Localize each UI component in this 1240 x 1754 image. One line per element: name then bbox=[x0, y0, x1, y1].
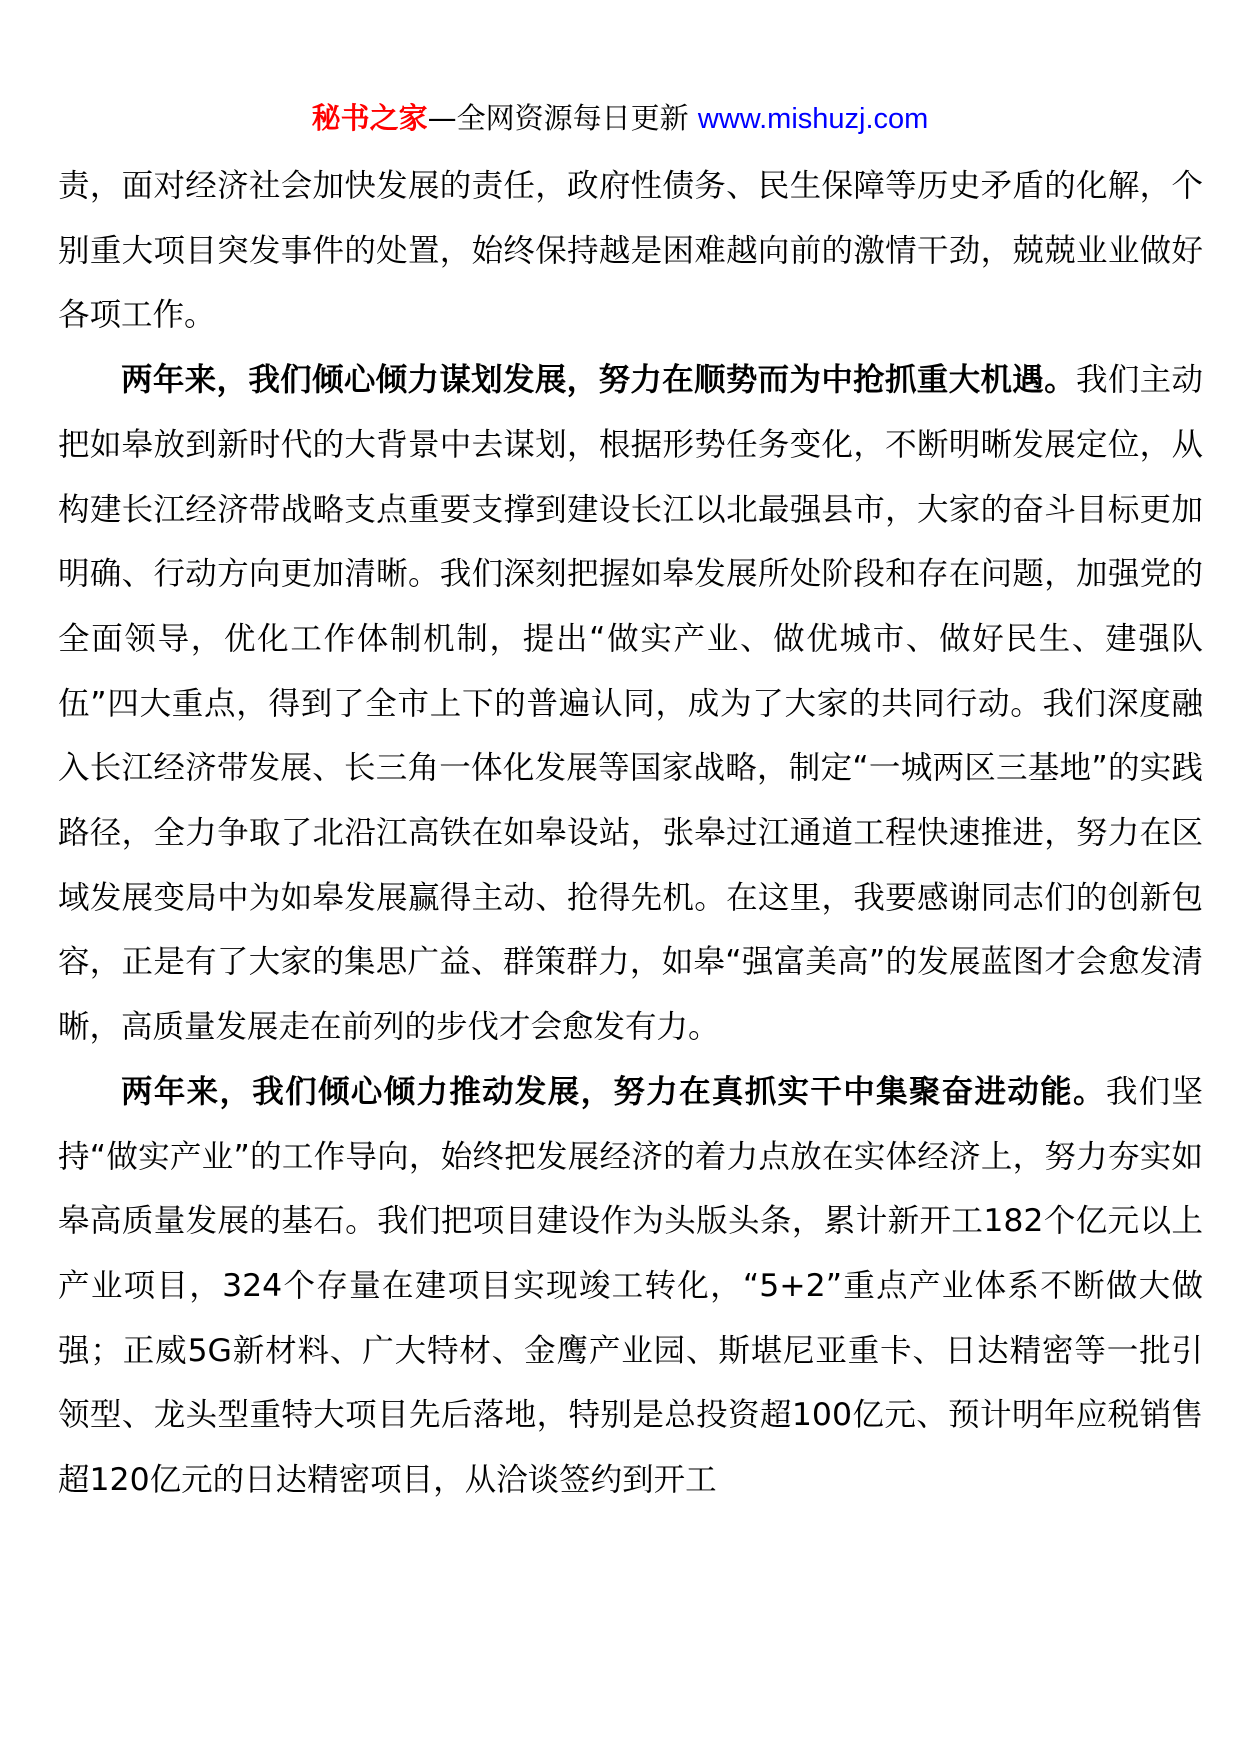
website-link[interactable]: www.mishuzj.com bbox=[697, 103, 929, 135]
paragraph-text: 我们坚持“做实产业”的工作导向，始终把发展经济的着力点放在实体经济上，努力夯实如皋高质量发展的基石。我们把项目建设作为头版头条，累计新开工182个亿元以上产业项目，324个存量在建项目实现竣工转化，“5+2”重点产业体系不断做大做强；正威5G新材料、广大特材、金鹰产业园、斯堪尼亚重卡、日达精密等一批引领型、龙头型重特大项目先后落地，特别是总投资超100亿元、预计明年应税销售超120亿元的日达精密项目，从洽谈签约到开工 bbox=[58, 1073, 1203, 1499]
paragraph-planning bbox=[58, 348, 1203, 1060]
header-tagline: —全网资源每日更新 bbox=[427, 101, 698, 135]
paragraph-lead-sentence: 两年来，我们倾心倾力推动发展，努力在真抓实干中集聚奋进动能。 bbox=[121, 1073, 1106, 1110]
brand-name: 秘书之家 bbox=[311, 101, 428, 135]
paragraph-text: 责，面对经济社会加快发展的责任，政府性债务、民生保障等历史矛盾的化解，个别重大项目突发事件的处置，始终保持越是困难越向前的激情干劲，兢兢业业做好各项工作。 bbox=[58, 168, 1203, 334]
document-body bbox=[58, 154, 1203, 1513]
page-header bbox=[0, 98, 1240, 139]
paragraph-continuation bbox=[58, 154, 1203, 348]
paragraph-lead-sentence: 两年来，我们倾心倾力谋划发展，努力在顺势而为中抢抓重大机遇。 bbox=[121, 362, 1076, 399]
paragraph-text: 我们主动把如皋放到新时代的大背景中去谋划，根据形势任务变化，不断明晰发展定位，从构建长江经济带战略支点重要支撑到建设长江以北最强县市，大家的奋斗目标更加明确、行动方向更加清晰。我们深刻把握如皋发展所处阶段和存在问题，加强党的全面领导，优化工作体制机制，提出“做实产业、做优城市、做好民生、建强队伍”四大重点，得到了全市上下的普遍认同，成为了大家的共同行动。我们深度融入长江经济带发展、长三角一体化发展等国家战略，制定“一城两区三基地”的实践路径，全力争取了北沿江高铁在如皋设站，张皋过江通道工程快速推进，努力在区域发展变局中为如皋发展赢得主动、抢得先机。在这里，我要感谢同志们的创新包容，正是有了大家的集思广益、群策群力，如皋“强富美高”的发展蓝图才会愈发清晰，高质量发展走在前列的步伐才会愈发有力。 bbox=[58, 362, 1203, 1046]
paragraph-promoting bbox=[58, 1060, 1203, 1513]
